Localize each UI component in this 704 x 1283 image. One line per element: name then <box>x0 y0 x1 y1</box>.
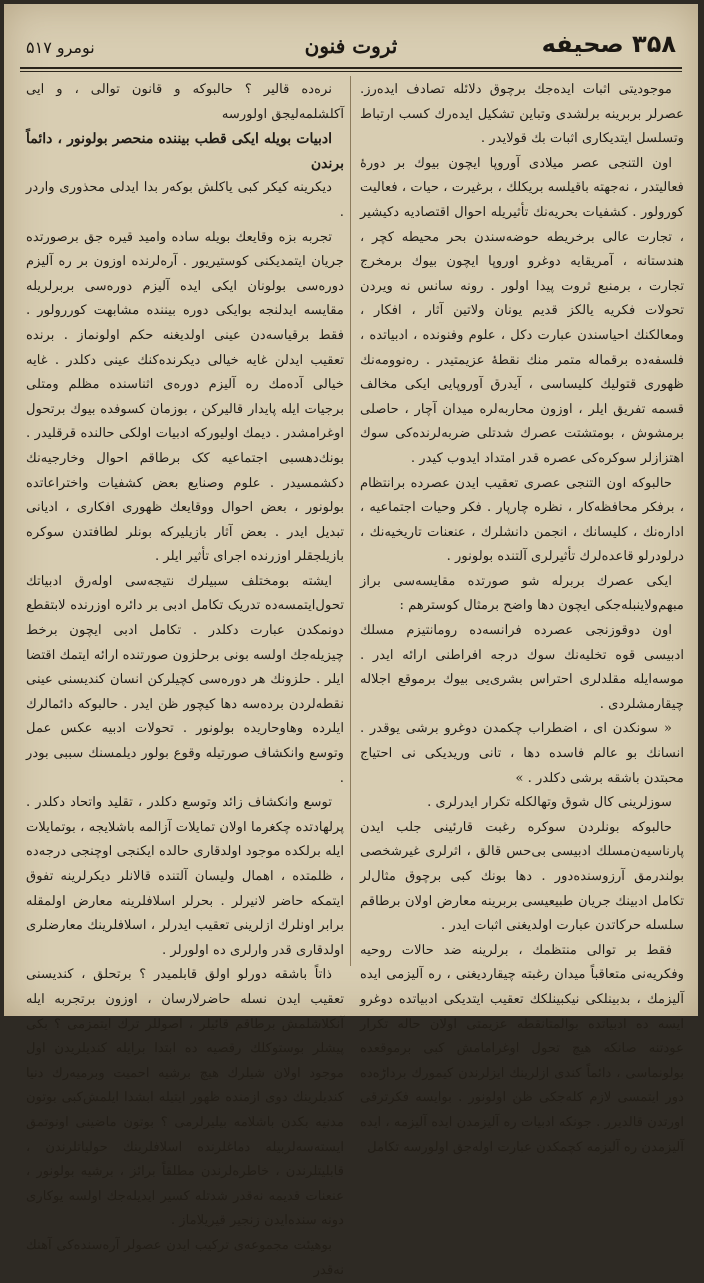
paragraph: اون التنجی عصر میلادی آوروپا ایچون بیوك بر دورۀ فعالیتدر ، نەجهتە باقیلسه بریکلك ، برغیرت ، حیات ، فعالیت کورولور . کشفیات بحریەنك تأثیریله احوال اقتصادیه دکیشیر ، تجارت عالی برخریطه حوضەسندن بحر محیطه کچر ، هندستانه ، آمریقایه دوغرو اوروپا ایچون بیوك برمخرج تجارت ، برمنبع ثروت پیدا اولور . رونه سانس نه ویردن تحولات فکریه یالکز قدیم یونان ولاتین آثار ، افکار ، ومعالکنك احیاسندن عبارت دکل ، علوم وفنونده ، ادبیاتده ، فلسفەده برقماله متمر منك نقطۀ عزیمتیدر . رەنوومەنك ظهوری قتولیك کلیساسی ، آیدرق آوروپایی ایکی مخالف قسمه تفریق ایلر ، اوزون محاربه‌لره میدان آچار ، حاصلی برمشوش ، بومتشتت عصرك شدتلی ضربه‌لرنده‌کی سوك اهتزازلر سوکره‌کی عصره قدر امتداد ایدوب کیدر . <box>360 155 684 466</box>
paragraph: حالبوکه اون التنجی عصری تعقیب ایدن عصرده برانتظام ، برفکر محافظه‌کار ، نظره چارپار . فکر وحیات اجتماعیه ، ادارەنك ، کلیسانك ، انجمن دانشلرك ، عنعنات تاریخیەنك ، درلودرلو قاعده‌لرك تأثیرلری آلتنده بولونور . <box>360 475 684 565</box>
paragraph: بوهیئت مجموعه‌ی ترکیب ایدن عصولر آره‌سنده‌کی آهنك نه‌قدر <box>26 1237 344 1278</box>
paragraph: سوزلرینی کال شوق وتهالکله تکرار ایدرلری . <box>427 795 672 811</box>
right-column <box>360 78 684 1155</box>
left-column <box>26 78 344 1278</box>
column-separator <box>350 76 351 966</box>
paragraph-line-bold: ادبیات بویله ایکی قطب بیننده منحصر بولونور ، دائماً برندن <box>26 131 344 172</box>
paragraph: ایشته بومختلف سبیلرك نتیجه‌سی اوله‌رق ادبیاتك تحول‌ایتمسه‌ده تدریک تکامل ادبی بر دائره اوزرنده لابتقطع دونمکدن عبارت دکلدر . تکامل ادبی ایچون برخط چیزیله‌جك اولسه بونی برحلزون صورتنده ارائه ایتمك اقتضا ایلر . حلزونك هر دوره‌سی کچیلرکن انسان کندیسنی عینی نقطه‌لردن برده‌سه دها کیچور ظن ایدر . حالبوکه دائمالرك ایلرده وهاوحاریده بولونور . تحولات ادبیه عکس عمل وتوسع وانکشاف صورتیله وقوع بولور دیلمسنك سببی بودر . <box>26 573 344 786</box>
page-header <box>20 22 682 70</box>
journal-title: ثروت فنون <box>304 34 398 58</box>
paragraph: ایکی عصرك بربرله شو صورتده مقایسه‌سی براز مبهم‌ولاینبلەجکی ایچون دها واضح برمثال کوسترهم : <box>360 573 684 614</box>
paragraph: حالبوکه بونلردن سوکره رغبت قارئینی جلب ایدن پارناسیەن‌مسلك ادبیسی بی‌حس قالق ، اثرلری غیرشخصی بولندرمق آرزوسنده‌دور . دها بونك کبی برچوق مثال‌لر تکامل ادبینك جریان طبیعیسی بربرینه معارض اولان برطاقم سلسله حرکاتدن عبارت اولدیغنی اثبات ایدر . <box>360 819 684 934</box>
paragraph: تجربه بزه وقایعك بویله ساده وامید قیره جق برصورتده جریان ایتمدیکنی کوستیریور . آرەلرندە اوزون بر ره آلیزم دورەسی بولونان ایکی ایده آلیزم دورەسی بربرلریله مقایسه ایدلنجه بوایکی دوره بیننده مشابهت کوررولور . فقط برقیاسەدن عینی اولدیغنه حکم اولونماز . برنده تعقیب ایدلن غایه خیالی دیکرنده‌کنك عینی دکلدر . غایه خیالی آدەمك رە آلیزم دورە‌ی اثناسنده مظلم ومتلی برجیات ایله پایدار قالیرکن ، بوزمان کسوفده بیوك برتحول اوغرامشدر . دیمك اولیورکه ادبیات اولکی حالنده قرقلیدر . بونك‌دهسبی‌ اجتماعیه کک برطاقم احوال وخارجیەنك دکشمسیدر . علوم وصنایع بعض کشفیات واختراعاتده بولونور ، بعض احوال ووقایعك ظهوری افکاری ، ادیانی تبدیل ایدر . بعض آثار بازیلیرکه بونلر لطافتدن سوکره بازیلجقلر اوزرنده اجرای تأثیر ایلر . <box>26 229 344 565</box>
newspaper-page <box>4 4 698 1278</box>
paragraph-line: نره‌ده قالیر ؟ حالبوکه و قانون توالی ، و ایی آکلشلمه‌لیجق اولورسه <box>26 82 344 122</box>
header-rule-thin <box>20 71 682 72</box>
paragraph: فقط بر توالی منتظمك ، برلرینه ضد حالات روحیه وفکریه‌نی متعاقباً میدان رغبته چیقاردیغنی ، ره آلیزمی ایده آلیزمك ، بدبینلکی نیکبینلکك تعقیب ایتدیکی ادبیاتده دوغرو ایسه ده ادبیاتده بوالمتانقطه عزیمتی اولان حاله تکرار عودتنه صانکه هیچ تحول اوغرامامش کبی برموقعده بولونماسی ، دائماً کندی ازلرینك ایزلرندن کیمورك برداڑه‌ده دور ایتمسی لازم کلەجکی ظن اولونور . بوایسه فکرترقی اورتدن قالدیرر . جونکه ادبیات ره آلیزمدن ایده آلیزمه ، ایده آلیزمدن ره آلیزمه کچمکدن عبارت اولەجق اولورسه تکامل <box>360 942 684 1155</box>
issue-number: نومرو ۵۱۷ <box>26 38 95 57</box>
paragraph: توسع وانکشاف زائد وتوسع دکلدر ، تقلید واتحاد دکلدر . پرلهادتده چکغرما اولان تمایلات آزالمه باشلایجه ، بوتمایلات ایله برلکده موجود اولدقاری حالده ایکنجی اوچنجی درجه‌ده ، ظلمتده ، اهمال ولیسان آلتنده قالانلر دیکرلرینه تفوق ایتمکه حاضر لانیرلر . بحرلر اسلافلرینه معارض اولمقله برابر اونلرك ازلرینی تعقیب ایدرلر ، اسلافلرینك معارضلری اولدقاری قدر وارلری ده اولورلر . <box>26 795 344 958</box>
paragraph-line: دیکرینه کیکر کبی یاکلش بوکه‌ر بدا ایدلی محذوری واردر . <box>26 180 344 220</box>
paragraph: اون دوقوزنجی عصرده فرانسه‌ده رومانتیزم مسلك ادبیسی قوه تخلیه‌نك سوك درجه افراطنی ارائه ایدر . موسه‌ایله مقلدلری احتراس بشری‌یی بیوك برموقع اجلاله چیقارمشلردی . <box>360 623 684 712</box>
paragraph: ذاتاً باشقه دورلو اولق قابلمیدر ؟ برتحلق ، کندیسنی تعقیب ایدن نسله حاضرلارسان ، اوزون برتجربه ایله آنکلاشلمش برطاقم قائیلر ، اصوللر ترك ایتمزمی ؟ بکی پیشلر بوستوکلك رقصیه ده ابتدا برایله کندیلریدن اول موجود اولان شیلرك هیچ برشیه احمیت وبرمیەرك دنیا کندیلرینك دوی ازمنده ظهور ایتیله ابشدا ایلمش‌کبی بوتون مدنیه بکدن باشلامه بیلیرلرمی ؟ بوتون ماضینی اونوتمق ایستەسه‌لربیله دماغلرنده اسلافلرینك حولیاتلرندن ، قابلیتلرندن ، خاطره‌لرندن مطلقاً برائز ، برشیه بولونور ، عنعنات قدیمه نه‌قدر شدتله کسیر ایدیلە‌جك اولسه یوکاری دونه سنده‌ایدن زنجیر قیریلاماز . <box>26 967 344 1229</box>
paragraph: موجودیتی اثبات ایدەجك برچوق دلائله تصادف ایدەرز. عصرلر بربرینه برلشدی وتباین تشکیل ایدەرك کسب ارتباط وتسلسل ایتدیکاری اثبات بك قولایدر . <box>360 82 684 147</box>
quotation: « سونکدن ای ، اضطراب چکمدن دوغرو برشی یوقدر . انسانك بو عالم فاسده دها ، تانی وریدیکی نی احتیاج محبتدن باشقه برشی دکلدر . » <box>360 721 684 786</box>
header-rule <box>20 67 682 69</box>
page-number: ۳۵۸ صحیفه <box>541 30 676 58</box>
